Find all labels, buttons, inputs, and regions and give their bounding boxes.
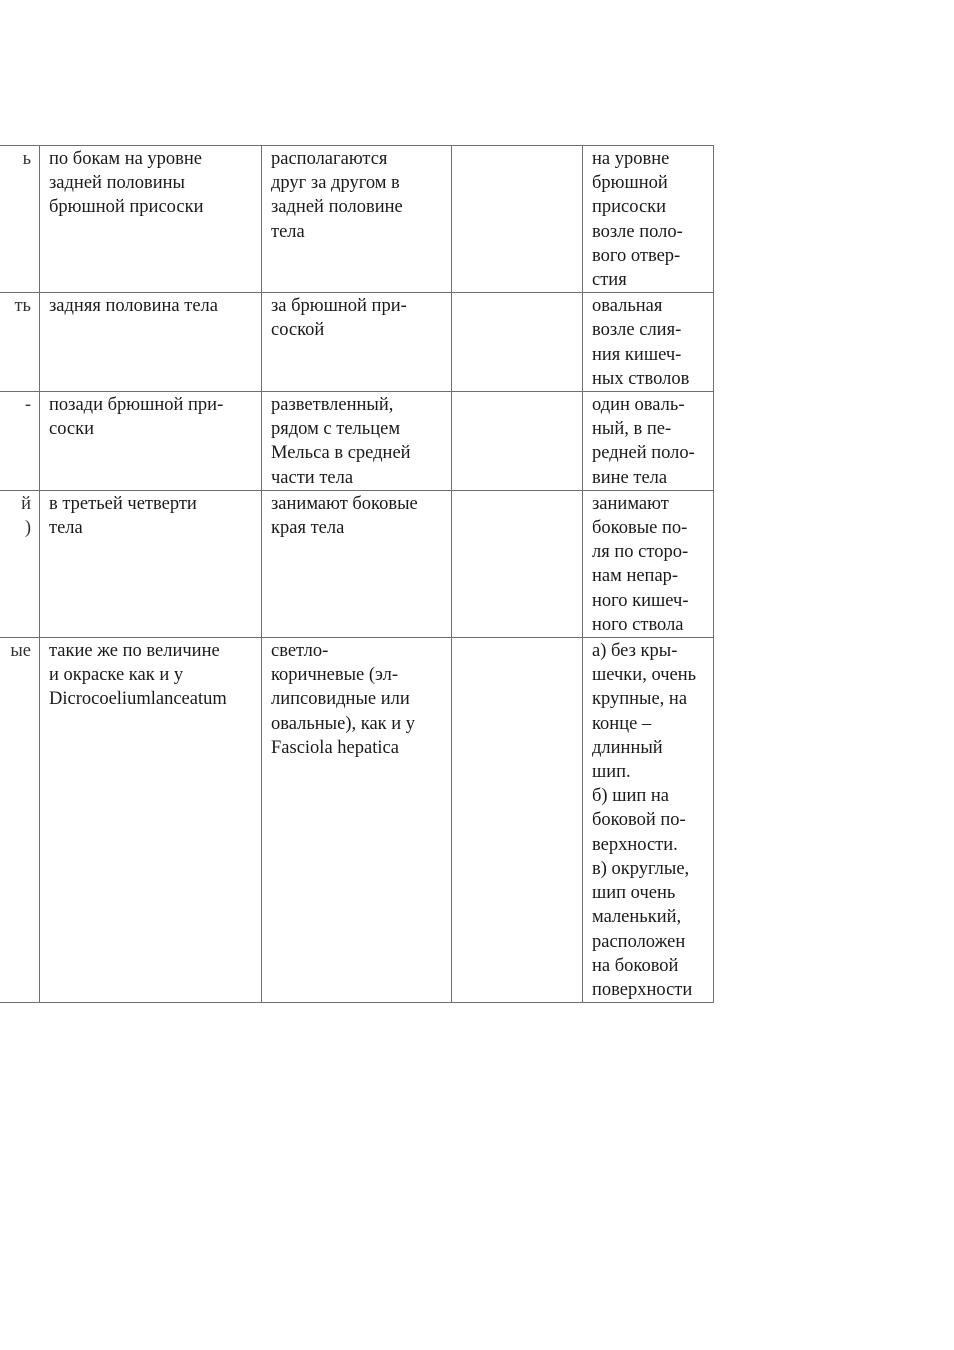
table-row (0, 392, 714, 491)
empty-cell (452, 490, 583, 637)
table-row (0, 638, 714, 1003)
table-row (0, 146, 714, 293)
cropped-cell-fragment: ые (0, 638, 40, 1003)
table-cell: такие же по величине и окраске как и у Dicrocoeliumlanceatum (40, 638, 262, 1003)
table-cell: по бокам на уровне задней половины брюшной присоски (40, 146, 262, 293)
table-cell: овальная возле слия- ния кишеч- ных стволов (583, 293, 714, 392)
cropped-cell-fragment: й ) (0, 490, 40, 637)
empty-cell (452, 146, 583, 293)
table-cell: а) без кры- шечки, очень крупные, на конце – длинный шип. б) шип на боковой по- верхности. в) округлые, шип очень маленький, расположен на боковой поверхности (583, 638, 714, 1003)
table-cell: задняя половина тела (40, 293, 262, 392)
table-row (0, 293, 714, 392)
table-cell: за брюшной при- соской (262, 293, 452, 392)
comparison-table (0, 145, 714, 1003)
table-cell: светло- коричневые (эл- липсовидные или овальные), как и у Fasciola hepatica (262, 638, 452, 1003)
table-cell: занимают боковые по- ля по сторо- нам непар- ного кишеч- ного ствола (583, 490, 714, 637)
empty-cell (452, 392, 583, 491)
table-cell: разветвленный, рядом с тельцем Мельса в средней части тела (262, 392, 452, 491)
cropped-cell-fragment: ь (0, 146, 40, 293)
empty-cell (452, 293, 583, 392)
cropped-cell-fragment: - (0, 392, 40, 491)
table-cell: располагаются друг за другом в задней половине тела (262, 146, 452, 293)
table-cell: на уровне брюшной присоски возле поло- вого отвер- стия (583, 146, 714, 293)
table-cell: один оваль- ный, в пе- редней поло- вине тела (583, 392, 714, 491)
empty-cell (452, 638, 583, 1003)
table-cell: позади брюшной при- соски (40, 392, 262, 491)
cropped-cell-fragment: ть (0, 293, 40, 392)
table-cell: в третьей четверти тела (40, 490, 262, 637)
table-row (0, 490, 714, 637)
table-cell: занимают боковые края тела (262, 490, 452, 637)
